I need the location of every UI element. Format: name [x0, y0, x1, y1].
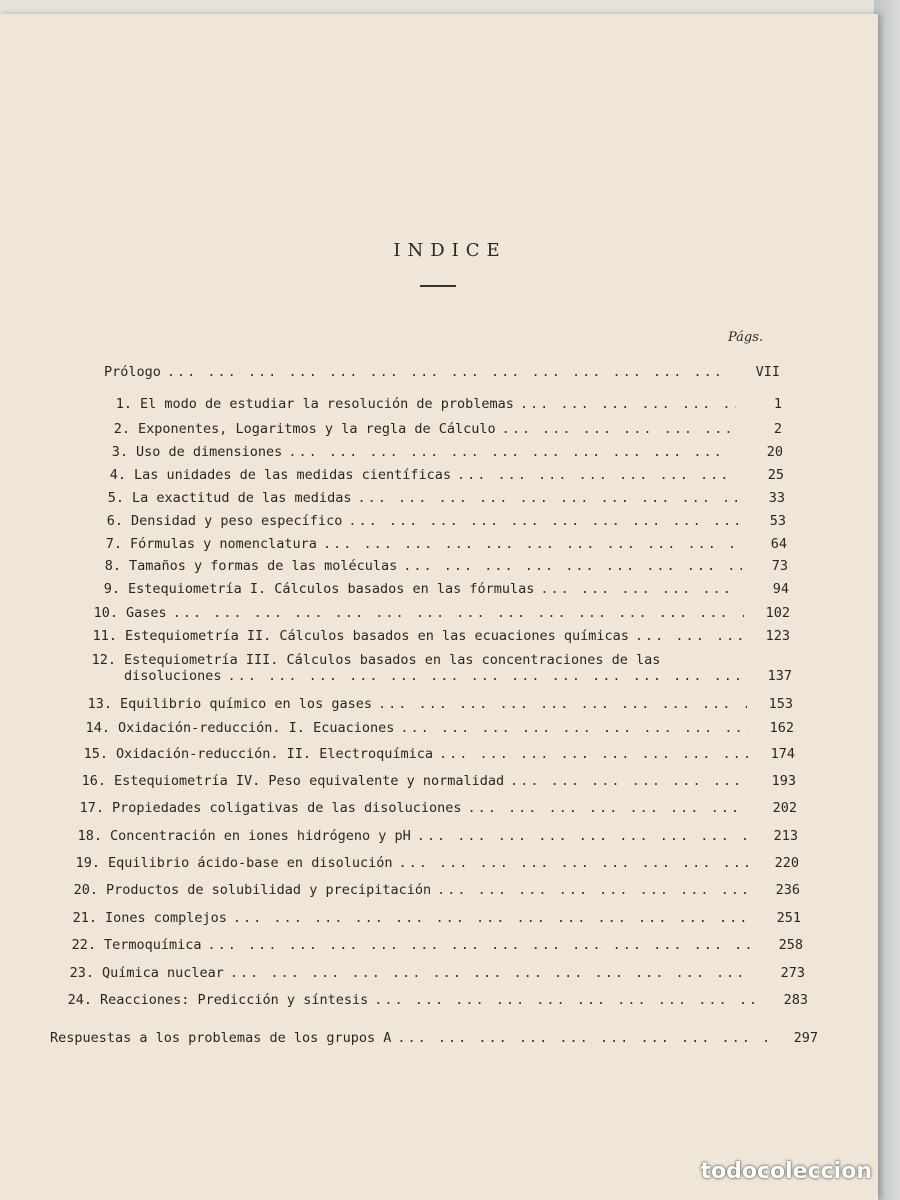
- toc-entry-title: Estequiometría II. Cálculos basados en las ecuaciones químicas: [125, 628, 629, 644]
- toc-entry-page: 174: [770, 746, 795, 762]
- toc-entry: [90, 605, 790, 621]
- leader-dots: [439, 746, 749, 762]
- leader-dots: [230, 965, 759, 981]
- pages-column-label: Págs.: [728, 330, 764, 345]
- toc-entry-page: 123: [765, 628, 790, 644]
- toc-entry-title: Oxidación-reducción. I. Ecuaciones: [118, 720, 395, 736]
- leader-dots: [397, 1030, 772, 1046]
- toc-entry: [96, 490, 785, 506]
- toc-entry-page: VII: [755, 364, 780, 380]
- toc-entry-number: 9.: [103, 581, 120, 597]
- toc-entry-title: Tamaños y formas de las moléculas: [129, 558, 398, 574]
- leader-dots: [510, 773, 750, 789]
- toc-entry-title: Concentración en iones hidrógeno y pH: [110, 828, 411, 844]
- toc-entry-page: 153: [768, 696, 793, 712]
- toc-entry-title: Respuestas a los problemas de los grupos A: [50, 1030, 392, 1046]
- leader-dots: [208, 937, 757, 953]
- toc-entry-page: 1: [773, 396, 782, 412]
- leader-dots: [348, 513, 740, 529]
- toc-entry-number: 3.: [111, 444, 128, 460]
- toc-entry: [100, 444, 783, 460]
- leader-dots: [167, 364, 734, 380]
- toc-entry-number: 4.: [109, 467, 126, 483]
- toc-entry: [95, 513, 786, 529]
- toc-entry: [82, 720, 794, 736]
- toc-entry-number: 16.: [81, 773, 106, 789]
- toc-entry-page: 213: [773, 828, 798, 844]
- toc-entry: [104, 396, 782, 412]
- toc-entry-title: La exactitud de las medidas: [132, 490, 352, 506]
- toc-entry-answers: [50, 1030, 818, 1046]
- toc-entry: [78, 773, 796, 789]
- toc-entry-page: 236: [775, 882, 800, 898]
- toc-entry: [64, 992, 808, 1008]
- toc-entry-prologue: [104, 364, 780, 380]
- toc-entry-number: 2.: [113, 421, 130, 437]
- leader-dots: [400, 720, 748, 736]
- toc-entry-number: 6.: [106, 513, 123, 529]
- toc-entry-page: 162: [769, 720, 794, 736]
- toc-entry-title: Química nuclear: [102, 965, 224, 981]
- leader-dots: [437, 882, 754, 898]
- leader-dots: [398, 855, 753, 871]
- toc-entry-page: 102: [765, 605, 790, 621]
- toc-entry: [92, 581, 789, 597]
- toc-entry-page: 2: [773, 421, 782, 437]
- toc-entry-page: 94: [772, 581, 789, 597]
- toc-entry-title-continued: disoluciones: [124, 668, 222, 684]
- toc-entry-page: 33: [768, 490, 785, 506]
- toc-entry-title: Estequiometría IV. Peso equivalente y normalidad: [114, 773, 505, 789]
- toc-entry-title: Prólogo: [104, 364, 161, 380]
- watermark: todocoleccion: [700, 1159, 872, 1184]
- toc-entry-page: 20: [766, 444, 783, 460]
- toc-entry-number: 22.: [71, 937, 96, 953]
- toc-entry-number: 12.: [91, 652, 116, 668]
- toc-entry: [84, 696, 793, 712]
- toc-entry-number: 1.: [115, 396, 132, 412]
- toc-entry-title: Termoquímica: [104, 937, 202, 953]
- toc-entry-page: 220: [774, 855, 799, 871]
- toc-entry-number: 10.: [93, 605, 118, 621]
- toc-entry-page: 283: [783, 992, 808, 1008]
- leader-dots: [540, 581, 743, 597]
- toc-entry-page: 73: [771, 558, 788, 574]
- toc-entry-page: 25: [767, 467, 784, 483]
- toc-entry-number: 18.: [77, 828, 102, 844]
- leader-dots: [468, 800, 752, 816]
- toc-entry-page: 297: [793, 1030, 818, 1046]
- toc-entry: [98, 467, 784, 483]
- toc-entry: [102, 421, 782, 437]
- toc-entry-number: 14.: [85, 720, 110, 736]
- toc-entry-page: 273: [780, 965, 805, 981]
- toc-entry-title: Uso de dimensiones: [136, 444, 283, 460]
- leader-dots: [502, 421, 736, 437]
- toc-entry-title: Las unidades de las medidas científicas: [134, 467, 451, 483]
- toc-entry-number: 21.: [72, 910, 97, 926]
- leader-dots: [173, 605, 744, 621]
- toc-entry-page: 137: [767, 668, 792, 684]
- toc-entry-title: Propiedades coligativas de las disoluciones: [112, 800, 462, 816]
- toc-entry: [80, 746, 795, 762]
- toc-entry-title: Reacciones: Predicción y síntesis: [100, 992, 369, 1008]
- toc-entry-number: 5.: [107, 490, 124, 506]
- toc-entry-number: 8.: [104, 558, 121, 574]
- leader-dots: [417, 828, 752, 844]
- toc-entry-page: 193: [771, 773, 796, 789]
- leader-dots: [288, 444, 737, 460]
- leader-dots: [357, 490, 739, 506]
- toc-entry-title: Exponentes, Logaritmos y la regla de Cálculo: [138, 421, 496, 437]
- leader-dots: [457, 467, 738, 483]
- leader-dots: [635, 628, 744, 644]
- toc-entry: [74, 828, 798, 844]
- toc-entry-number: 7.: [105, 536, 122, 552]
- toc-entry-number: 15.: [83, 746, 108, 762]
- toc-entry-number: 24.: [67, 992, 92, 1008]
- leader-dots: [403, 558, 742, 574]
- toc-entry-page: 202: [772, 800, 797, 816]
- toc-entry-number: 19.: [75, 855, 100, 871]
- toc-entry-page: 258: [778, 937, 803, 953]
- toc-entry-page: 53: [769, 513, 786, 529]
- toc-entry: [89, 628, 790, 644]
- toc-entry-number: 17.: [79, 800, 104, 816]
- toc-entry-title: Equilibrio químico en los gases: [120, 696, 372, 712]
- toc-entry-title: Gases: [126, 605, 167, 621]
- toc-entry-number: 13.: [87, 696, 112, 712]
- toc-entry-title: Oxidación-reducción. II. Electroquímica: [116, 746, 433, 762]
- toc-entry-number: 23.: [69, 965, 94, 981]
- toc-entry-title: Estequiometría III. Cálculos basados en las concentraciones de las: [124, 652, 661, 668]
- toc-entry-title: El modo de estudiar la resolución de problemas: [140, 396, 514, 412]
- toc-entry-title: Estequiometría I. Cálculos basados en las fórmulas: [128, 581, 535, 597]
- toc-entry-page: 251: [776, 910, 801, 926]
- toc-entry-title: Productos de solubilidad y precipitación: [106, 882, 432, 898]
- toc-entry: [76, 800, 797, 816]
- toc-entry: [66, 965, 805, 981]
- title-underline: [420, 285, 456, 287]
- toc-entry-page: 64: [770, 536, 787, 552]
- toc-entry: [94, 536, 787, 552]
- toc-entry-title: Densidad y peso específico: [131, 513, 343, 529]
- toc-entry-number: 20.: [73, 882, 98, 898]
- toc-entry: [70, 882, 800, 898]
- toc-entry: [69, 910, 801, 926]
- leader-dots: [233, 910, 755, 926]
- toc-entry-title: Iones complejos: [105, 910, 227, 926]
- leader-dots: [323, 536, 741, 552]
- toc-entry-number: 11.: [92, 628, 117, 644]
- leader-dots: [228, 668, 746, 684]
- toc-entry: [93, 558, 788, 574]
- toc-entry: [72, 855, 799, 871]
- toc-entry-title: Equilibrio ácido-base en disolución: [108, 855, 393, 871]
- page-title: INDICE: [393, 240, 507, 261]
- leader-dots: [378, 696, 747, 712]
- toc-entry: [68, 937, 803, 953]
- leader-dots: [374, 992, 762, 1008]
- leader-dots: [520, 396, 736, 412]
- toc-entry-title: Fórmulas y nomenclatura: [130, 536, 317, 552]
- toc-entry: [88, 652, 792, 684]
